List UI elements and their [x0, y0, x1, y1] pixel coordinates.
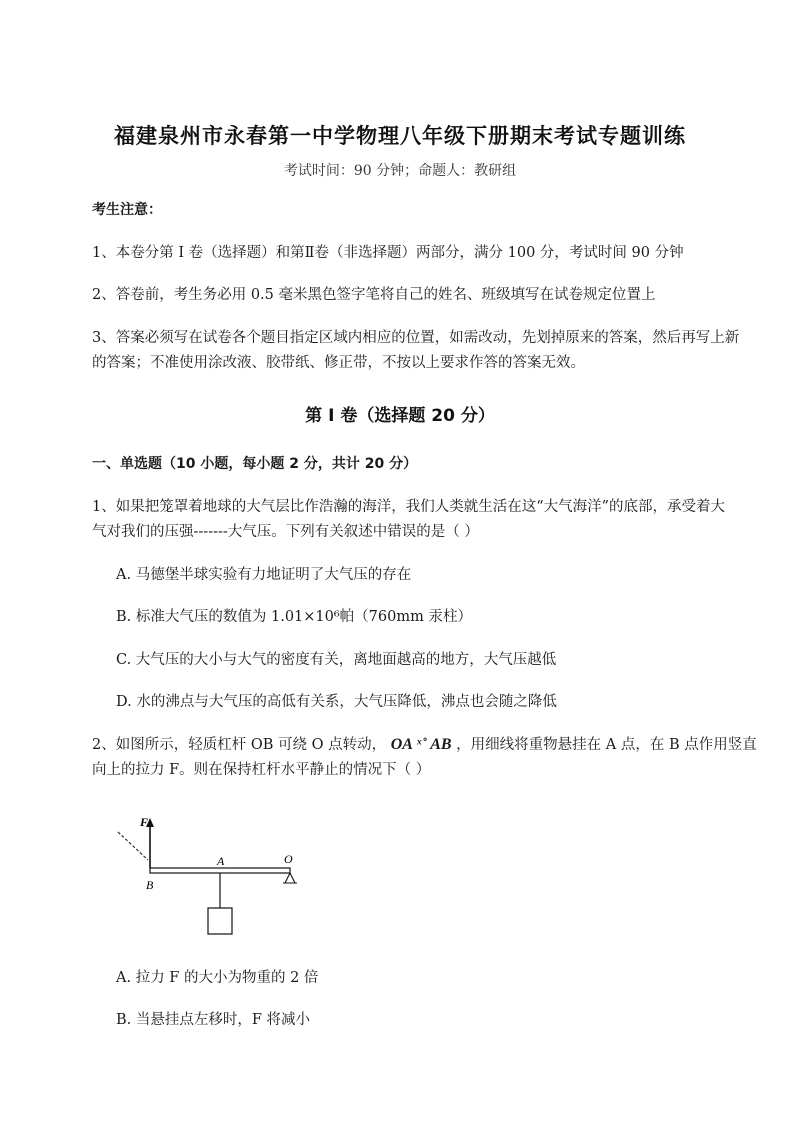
q2-stem-suffix: ，用细线将重物悬挂在 A 点，在 B 点作用竖直 — [456, 737, 757, 753]
section-title: 第 I 卷（选择题 20 分） — [305, 406, 495, 426]
dashed-force-line — [118, 832, 148, 860]
q2-stem-line-1 — [92, 734, 762, 756]
label-f: F — [140, 815, 149, 829]
q2-option-b: B. 当悬挂点左移时，F 将减小 — [116, 1012, 311, 1028]
q2-option-a: A. 拉力 F 的大小为物重的 2 倍 — [116, 970, 319, 986]
notice-heading: 考生注意： — [92, 202, 162, 218]
q1-option-b: B. 标准大气压的数值为 1.01×10⁶帕（760mm 汞柱） — [116, 609, 472, 625]
q1-option-a: A. 马德堡半球实验有力地证明了大气压的存在 — [116, 567, 412, 583]
lever-figure — [112, 812, 312, 942]
q2-stem-line-2: 向上的拉力 F。则在保持杠杆水平静止的情况下（ ） — [92, 762, 431, 778]
part-heading: 一、单选题（10 小题，每小题 2 分，共计 20 分） — [92, 456, 418, 472]
q1-option-d: D. 水的沸点与大气压的高低有关系，大气压降低，沸点也会随之降低 — [116, 694, 557, 710]
notice-item-3-line-2: 的答案；不准使用涂改液、胶带纸、修正带，不按以上要求作答的答案无效。 — [92, 355, 585, 371]
lever-bar — [150, 868, 290, 873]
pivot-support — [285, 873, 295, 883]
weight-block — [208, 908, 232, 934]
exam-title: 福建泉州市永春第一中学物理八年级下册期末考试专题训练 — [114, 124, 686, 148]
q1-stem-line-2: 气对我们的压强-------大气压。下列有关叙述中错误的是（ ） — [92, 524, 479, 540]
label-a: A — [217, 854, 225, 868]
notice-item-2: 2、答卷前，考生务必用 0.5 毫米黑色签字笔将自己的姓名、班级填写在试卷规定位置上 — [92, 287, 656, 303]
q1-option-c: C. 大气压的大小与大气的密度有关，离地面越高的地方，大气压越低 — [116, 652, 557, 668]
label-b: B — [146, 878, 154, 892]
notice-item-3-line-1: 3、答案必须写在试卷各个题目指定区域内相应的位置，如需改动，先划掉原来的答案，然后再写上新 — [92, 330, 740, 346]
q1-stem-line-1: 1、如果把笼罩着地球的大气层比作浩瀚的海洋，我们人类就生活在这“大气海洋”的底部，承受着大 — [92, 499, 726, 515]
notice-item-1: 1、本卷分第 I 卷（选择题）和第Ⅱ卷（非选择题）两部分，满分 100 分，考试时间 90 分钟 — [92, 245, 684, 261]
exam-subtitle: 考试时间：90 分钟；命题人：教研组 — [283, 163, 517, 179]
q2-math-expression: OA ˣ˚ AB — [390, 736, 452, 753]
label-o: O — [284, 852, 293, 866]
q2-stem-prefix: 2、如图所示，轻质杠杆 OB 可绕 O 点转动， — [92, 737, 387, 753]
